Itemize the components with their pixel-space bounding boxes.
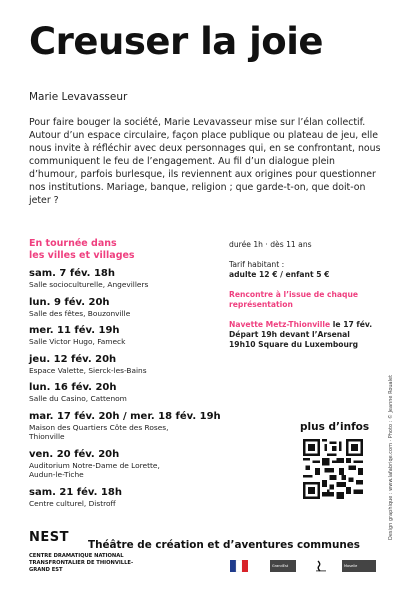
navette-info [229,320,389,350]
date-place: Salle des fêtes, Bouzonville [29,308,131,318]
date-item [29,449,269,480]
duration-info: durée 1h · dès 11 ans [229,240,312,249]
tarif-value: adulte 12 € / enfant 5 € [229,270,330,279]
moselle-logo [342,560,376,572]
partner-logos [230,560,380,574]
grand-est-logo-text: GrandEst [272,564,289,568]
rencontre-line2: représentation [229,300,293,309]
date-time: sam. 7 fév. 18h [29,268,115,279]
nest-subtitle-line2: TRANSFRONTALIER DE THIONVILLE-GRAND EST [29,560,134,573]
tour-heading [29,238,209,262]
navette-departure: Départ 19h devant l’Arsenal [229,330,350,339]
date-time: lun. 16 fév. 20h [29,382,117,393]
ministry-logo-icon [230,560,248,572]
tour-heading-line2: les villes et villages [29,250,135,261]
date-place-city: Thionville [29,432,65,441]
author-name: Marie Levavasseur [29,91,128,103]
date-place: Salle Victor Hugo, Fameck [29,337,126,346]
date-time: lun. 9 fév. 20h [29,296,110,308]
practical-info [229,240,389,360]
date-time: ven. 20 fév. 20h [29,448,120,460]
navette-stop: 19h10 Square du Luxembourg [229,340,359,349]
grand-est-logo [270,560,296,572]
page-title: Creuser la joie [29,20,323,63]
date-item [29,411,269,442]
moselle-logo-text: Moselle [344,564,358,568]
plus-infos-label: plus d’infos [300,421,370,433]
date-place: Auditorium Notre-Dame de Lorette, [29,460,160,470]
date-time: sam. 21 fév. 18h [29,486,122,498]
date-item [29,487,269,509]
nest-tagline: Théâtre de création et d’aventures communes [88,539,360,551]
navette-date: le 17 fév. [330,320,373,329]
date-place-city: Audun-le-Tiche [29,470,84,479]
date-place: Centre culturel, Distroff [29,498,116,508]
luxembourg-logo-icon [312,560,330,572]
date-item [29,382,269,404]
credits-text: Design graphique : www.lafabriqe.com · Photo : © Jeanne Roualet [388,374,394,540]
rencontre-info [229,290,389,310]
nest-subtitle-line1: CENTRE DRAMATIQUE NATIONAL [29,553,124,559]
navette-title: Navette Metz-Thionville [229,320,331,329]
intro-paragraph: Pour faire bouger la société, Marie Levavasseur mise sur l’élan collectif. Autour d’un espace circulaire, façon place publique ou plateau de jeu, elle nous invite à réfléchir avec deux personnages qui, en se confrontant, nous communiquent le feu de l’engagement. Au fil d’un dialogue plein d’humour, parfois burlesque, ils reviennent aux origines pour questionner nos institutions. Mariage, banque, religion ; que garde-t-on, que doit-on jeter ? [29,117,381,206]
nest-subtitle [29,553,134,574]
date-place: Salle du Casino, Cattenom [29,394,127,403]
nest-logo: NEST [29,530,69,545]
qr-code-icon[interactable] [303,439,363,499]
date-time: mar. 17 fév. 20h / mer. 18 fév. 19h [29,410,221,422]
tarif-info [229,260,389,280]
design-credits [380,374,394,540]
date-place: Salle socioculturelle, Angevillers [29,280,149,289]
rencontre-line1: Rencontre à l’issue de chaque [229,290,359,299]
date-place: Maison des Quartiers Côte des Roses, [29,422,169,432]
date-time: jeu. 12 fév. 20h [29,353,117,365]
date-time: mer. 11 fév. 19h [29,325,120,336]
date-place: Espace Valette, Sierck-les-Bains [29,365,147,375]
tour-heading-line1: En tournée dans [29,238,117,249]
tarif-label: Tarif habitant : [229,260,285,269]
